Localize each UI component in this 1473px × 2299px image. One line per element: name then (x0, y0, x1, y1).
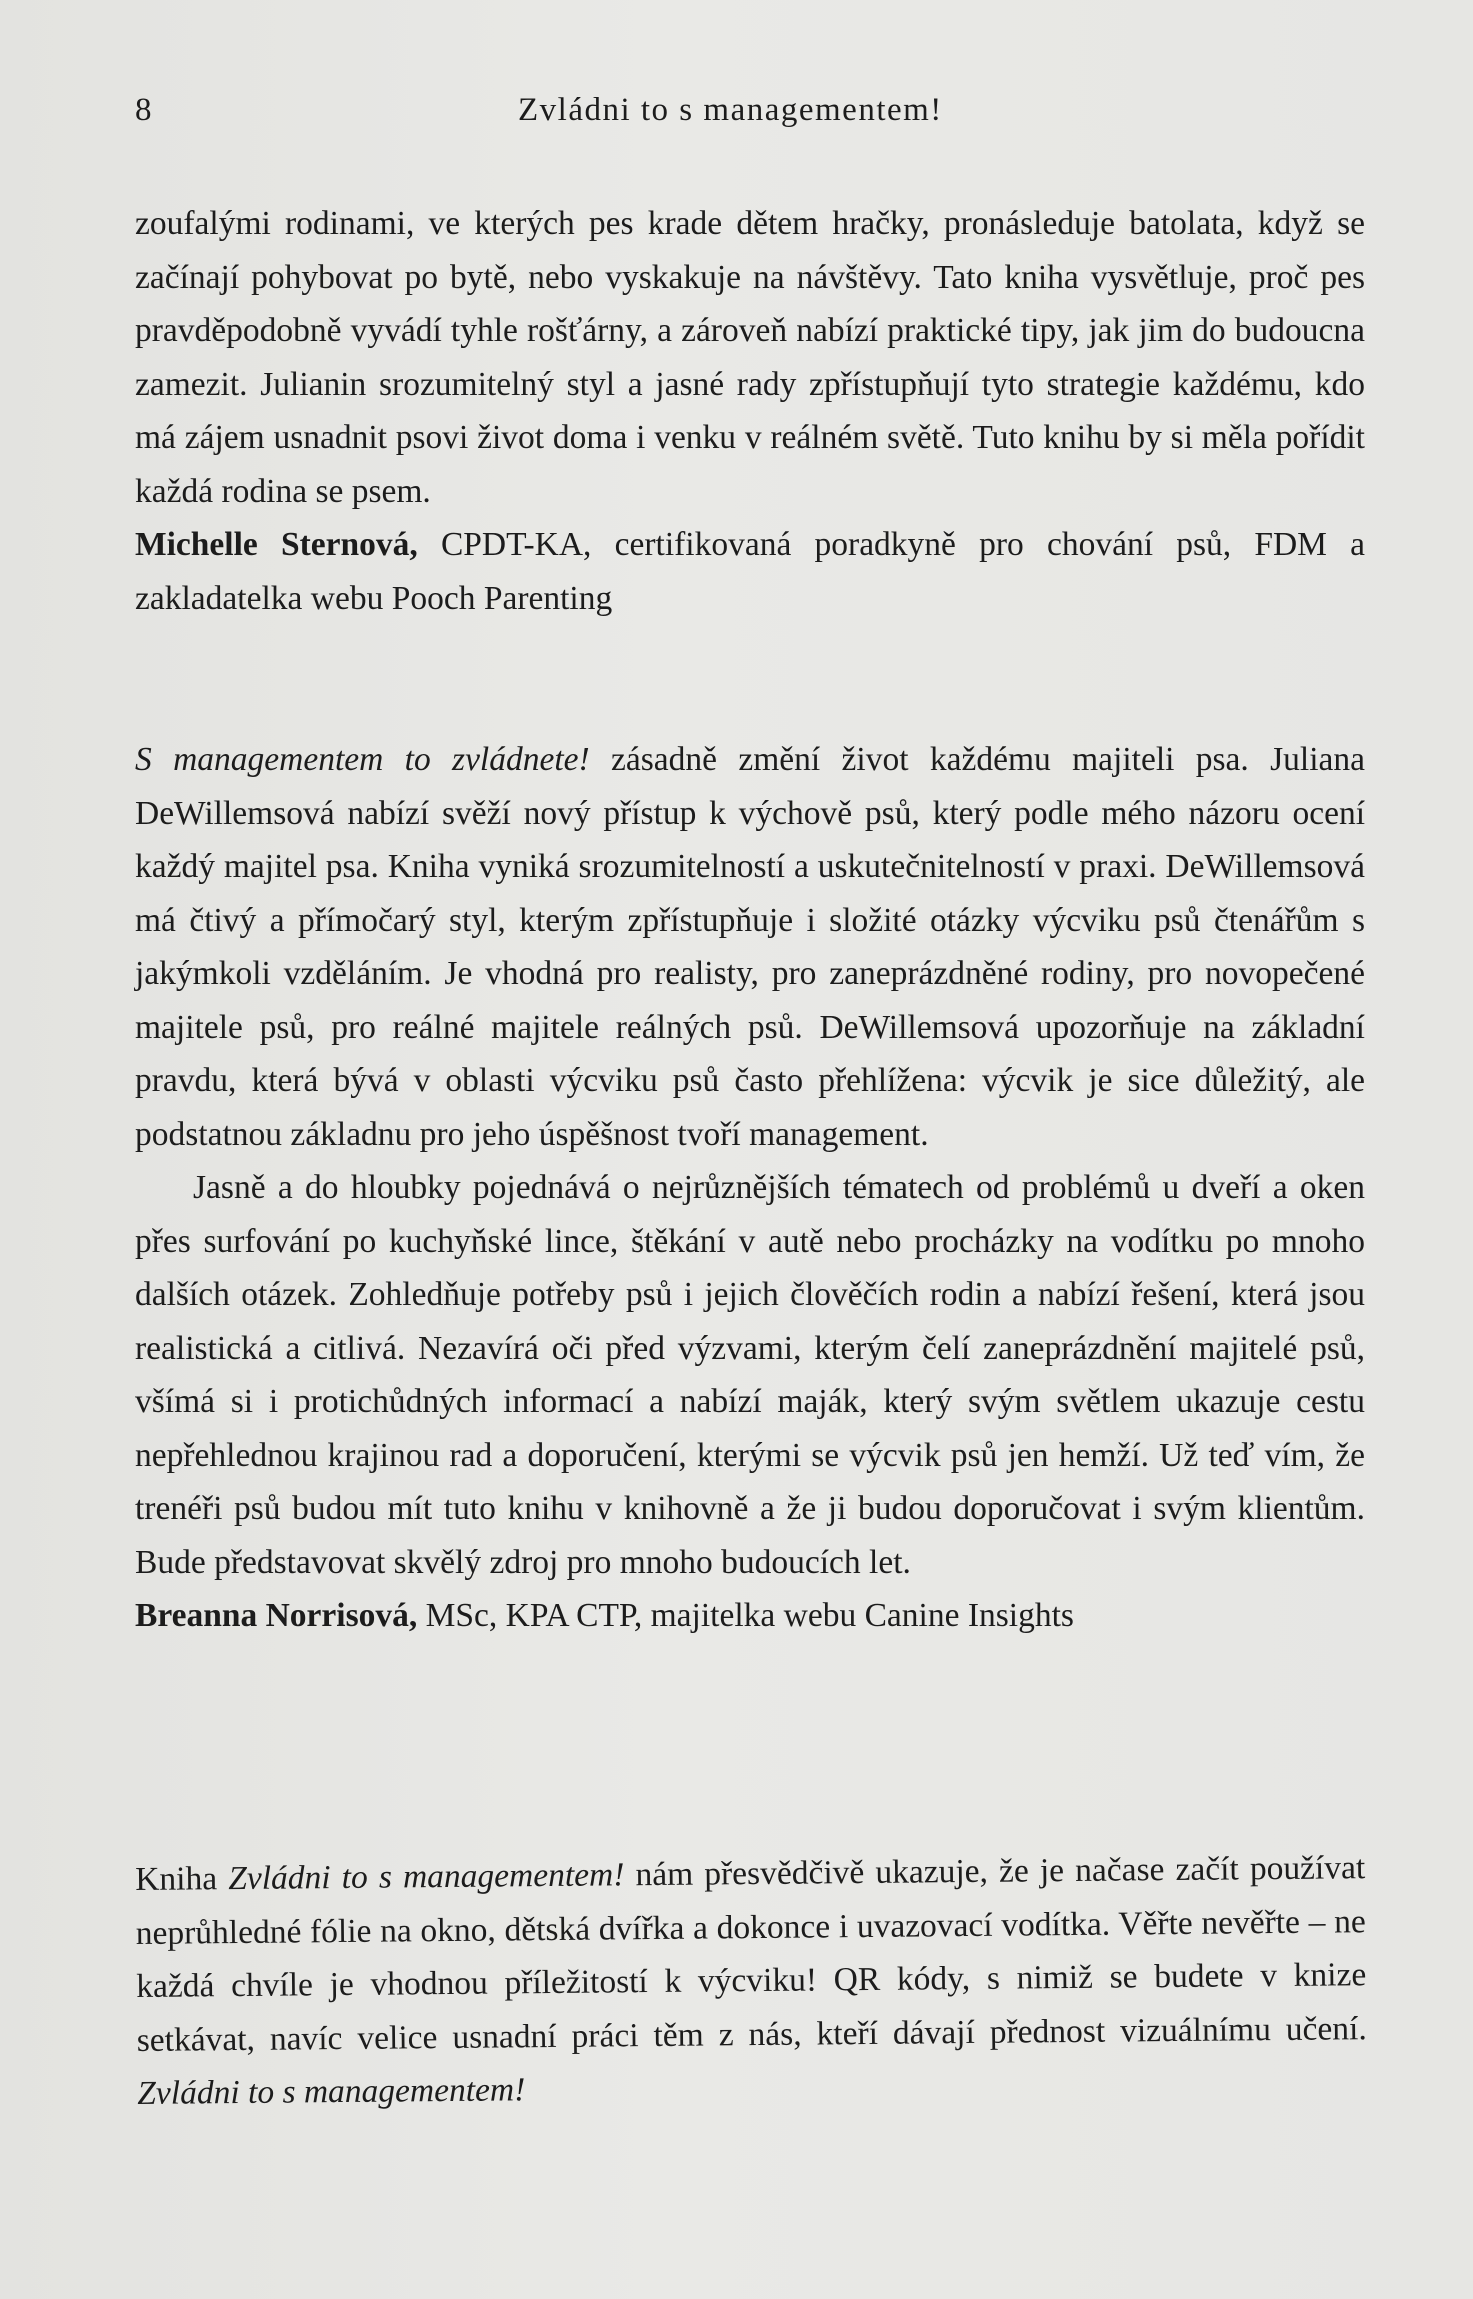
reviewer-name: Michelle Sternová, (135, 526, 418, 563)
review-body: nám přesvědčivě ukazuje, že je načase začít používat neprůhledné fólie na okno, dětská dvířka a dokonce i uvazovací vodítka. Věřte nevěřte – ne každá chvíle je vhodnou příležitostí k výcviku! QR kódy, s nimiž se budete v knize setkávat, navíc velice usnadní práci těm z nás, kteří dávají přednost vizuálnímu učení. (135, 1849, 1367, 2059)
review-norrisova (135, 733, 1365, 1643)
review-body: zoufalými rodinami, ve kterých pes krade dětem hračky, pronásleduje batolata, když se začínají pohybovat po bytě, nebo vyskakuje na návštěvy. Tato kniha vysvětluje, proč pes pravděpodobně vyvádí tyhle rošťárny, a zároveň nabízí praktické tipy, jak jim do budoucna zamezit. Julianin srozumitelný styl a jasné rady zpřístupňují tyto strategie každému, kdo má zájem usnadnit psovi život doma i venku v reálném světě. Tuto knihu by si měla pořídit každá rodina se psem. (135, 205, 1365, 510)
review-attribution (135, 1589, 1365, 1643)
review-attribution (135, 518, 1365, 625)
review-paragraph-2: Jasně a do hloubky pojednává o nejrůznějších tématech od problémů u dveří a oken přes surfování po kuchyňské lince, štěkání v autě nebo procházky na vodítku po mnoho dalších otázek. Zohledňuje potřeby psů i jejich člověčích rodin a nabízí řešení, která jsou realistická a citlivá. Nezavírá oči před výzvami, kterým čelí zaneprázdnění majitelé psů, všímá si i protichůdných informací a nabízí maják, který svým světlem ukazuje cestu nepřehlednou krajinou rad a doporučení, kterými se výcvik psů jen hemží. Už teď vím, že trenéři psů budou mít tuto knihu v knihovně a že ji budou doporučovat i svým klientům. Bude představovat skvělý zdroj pro mnoho budoucích let. (135, 1169, 1365, 1581)
review-lead: Kniha (135, 1860, 229, 1898)
reviewer-credentials: MSc, KPA CTP, majitelka webu Canine Insights (417, 1597, 1074, 1634)
reviewer-credentials: CPDT-KA, certifikovaná poradkyně pro chování psů, FDM a zakladatelka webu Pooch Parenting (135, 526, 1366, 617)
page-number: 8 (135, 92, 153, 128)
book-title-italic: Zvládni to s managementem! (228, 1856, 625, 1898)
running-title: Zvládni to s managementem! (518, 92, 943, 128)
review-paragraph-1 (135, 733, 1365, 1161)
review-paragraph-1-text: zásadně změní život každému majiteli psa. Juliana DeWillemsová nabízí svěží nový přístup k výchově psů, který podle mého názoru ocení každý majitel psa. Kniha vyniká srozumitelností a uskutečnitelností v praxi. DeWillemsová má čtivý a přímočarý styl, kterým zpřístupňuje i složité otázky výcviku psů čtenářům s jakýmkoli vzděláním. Je vhodná pro realisty, pro zaneprázdněné rodiny, pro novopečené majitele psů, pro reálné majitele reálných psů. DeWillemsová upozorňuje na základní pravdu, která bývá v oblasti výcviku psů často přehlížena: výcvik je sice důležitý, ale podstatnou základnu pro jeho úspěšnost tvoří management. (135, 741, 1366, 1153)
review-paragraph (135, 1841, 1368, 2120)
review-third (135, 1841, 1368, 2120)
book-title-italic-closing: Zvládni to s managementem! (137, 2071, 526, 2112)
book-title-italic: S managementem to zvládnete! (135, 741, 590, 778)
reviewer-name: Breanna Norrisová, (135, 1597, 418, 1634)
review-sternova (135, 197, 1365, 625)
running-head (135, 92, 1365, 132)
